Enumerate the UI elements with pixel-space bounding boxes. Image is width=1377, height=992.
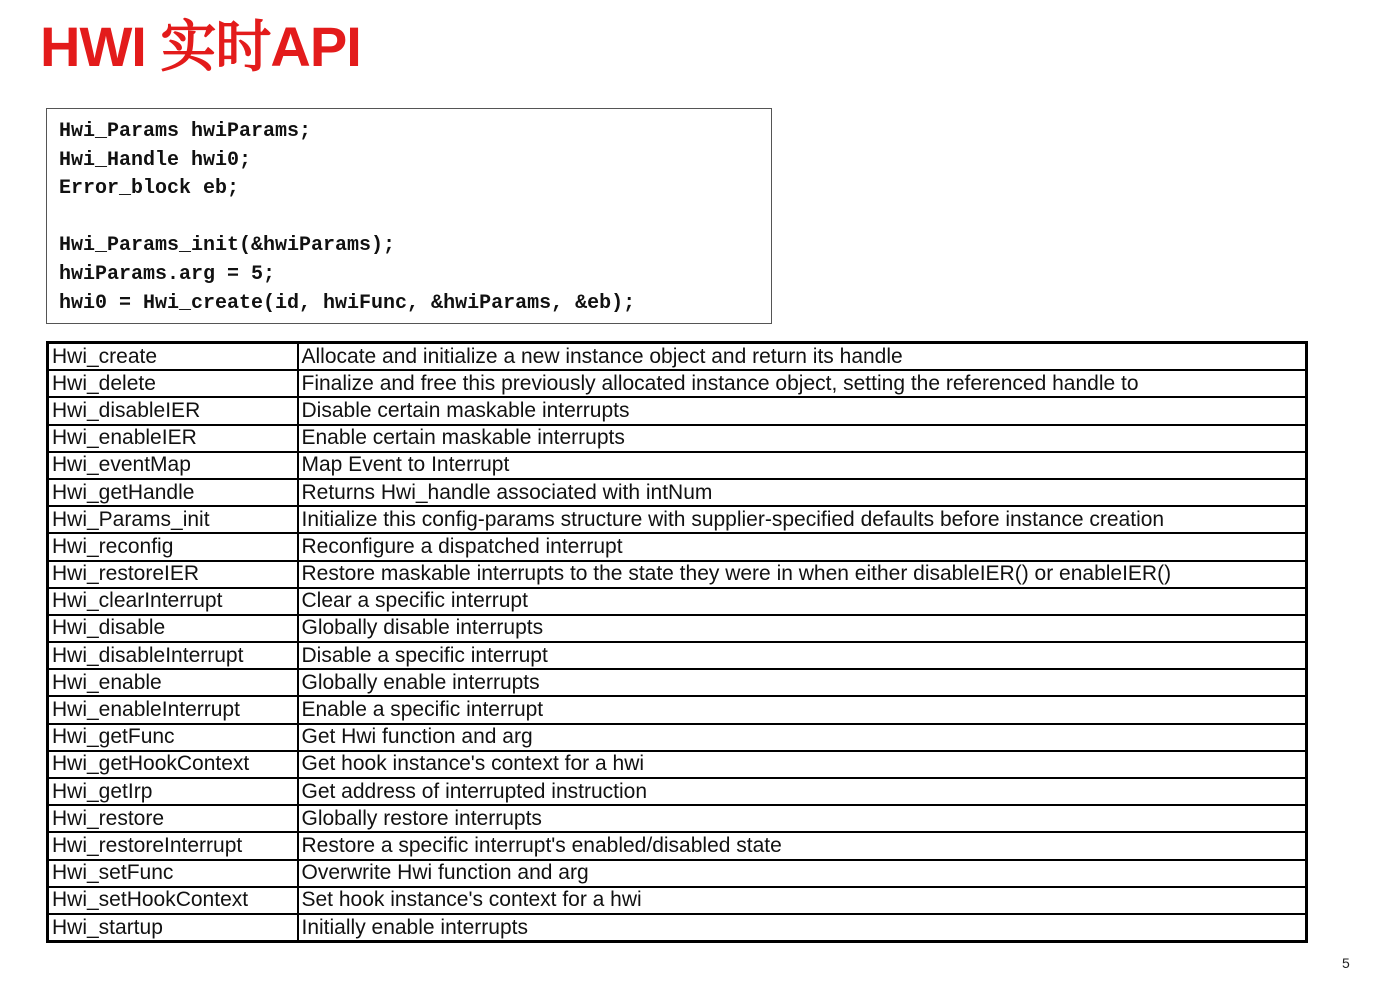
table-row (48, 506, 1307, 533)
table-row (48, 778, 1307, 805)
api-function-name: Hwi_delete (48, 370, 298, 397)
table-row (48, 479, 1307, 506)
api-function-name: Hwi_getHookContext (48, 751, 298, 778)
api-function-name: Hwi_restoreInterrupt (48, 832, 298, 859)
api-function-description: Disable certain maskable interrupts (298, 397, 1307, 424)
api-function-description: Restore maskable interrupts to the state they were in when either disableIER() or enableIER() (298, 561, 1307, 588)
code-line: Hwi_Params hwiParams; (59, 120, 312, 143)
api-function-name: Hwi_setHookContext (48, 887, 298, 914)
api-function-description: Initially enable interrupts (298, 914, 1307, 942)
slide-title: HWI 实时API (40, 15, 361, 78)
table-row (48, 370, 1307, 397)
api-function-description: Allocate and initialize a new instance object and return its handle (298, 343, 1307, 371)
api-function-name: Hwi_getFunc (48, 724, 298, 751)
api-function-name: Hwi_Params_init (48, 506, 298, 533)
table-row (48, 561, 1307, 588)
api-function-description: Initialize this config-params structure with supplier-specified defaults before instance creation (298, 506, 1307, 533)
api-function-table (46, 341, 1308, 943)
api-function-description: Returns Hwi_handle associated with intNum (298, 479, 1307, 506)
api-function-description: Enable certain maskable interrupts (298, 425, 1307, 452)
table-row (48, 533, 1307, 560)
table-row (48, 914, 1307, 942)
api-function-description: Enable a specific interrupt (298, 696, 1307, 723)
table-row (48, 724, 1307, 751)
table-row (48, 887, 1307, 914)
api-function-description: Overwrite Hwi function and arg (298, 860, 1307, 887)
api-function-description: Globally disable interrupts (298, 615, 1307, 642)
api-function-name: Hwi_getHandle (48, 479, 298, 506)
code-line: Error_block eb; (59, 177, 240, 201)
api-function-description: Get hook instance's context for a hwi (298, 751, 1307, 778)
table-row (48, 751, 1307, 778)
table-row (48, 397, 1307, 424)
table-row (48, 588, 1307, 615)
table-row (48, 805, 1307, 832)
api-function-name: Hwi_restore (48, 805, 298, 832)
page-number: 5 (1342, 955, 1350, 971)
api-function-name: Hwi_create (48, 343, 298, 371)
api-function-name: Hwi_setFunc (48, 860, 298, 887)
api-function-description: Globally enable interrupts (298, 669, 1307, 696)
code-line: hwiParams.arg = 5; (59, 262, 276, 286)
api-function-description: Disable a specific interrupt (298, 642, 1307, 669)
api-function-description: Globally restore interrupts (298, 805, 1307, 832)
table-row (48, 832, 1307, 859)
table-row (48, 615, 1307, 642)
table-row (48, 642, 1307, 669)
api-function-name: Hwi_disable (48, 615, 298, 642)
api-function-description: Get address of interrupted instruction (298, 778, 1307, 805)
api-function-name: Hwi_startup (48, 914, 298, 942)
table-row (48, 696, 1307, 723)
api-function-name: Hwi_clearInterrupt (48, 588, 298, 615)
api-function-description: Finalize and free this previously allocated instance object, setting the referenced handle to (298, 370, 1307, 397)
api-function-name: Hwi_disableIER (48, 397, 298, 424)
table-row (48, 452, 1307, 479)
api-function-name: Hwi_getIrp (48, 778, 298, 805)
api-function-description: Get Hwi function and arg (298, 724, 1307, 751)
api-function-name: Hwi_restoreIER (48, 561, 298, 588)
api-table-body (48, 343, 1307, 942)
api-function-description: Reconfigure a dispatched interrupt (298, 533, 1307, 560)
code-line: Hwi_Handle hwi0; (59, 148, 252, 172)
api-function-name: Hwi_enableIER (48, 425, 298, 452)
table-row (48, 669, 1307, 696)
code-line: hwi0 = Hwi_create(id, hwiFunc, &hwiParams, &eb); (59, 291, 636, 315)
api-function-description: Set hook instance's context for a hwi (298, 887, 1307, 914)
api-function-description: Clear a specific interrupt (298, 588, 1307, 615)
table-row (48, 425, 1307, 452)
code-snippet-box (46, 108, 772, 324)
api-function-name: Hwi_eventMap (48, 452, 298, 479)
table-row (48, 860, 1307, 887)
code-line: Hwi_Params_init(&hwiParams); (59, 234, 396, 258)
api-function-description: Restore a specific interrupt's enabled/disabled state (298, 832, 1307, 859)
api-function-description: Map Event to Interrupt (298, 452, 1307, 479)
table-row (48, 343, 1307, 371)
api-function-name: Hwi_enableInterrupt (48, 696, 298, 723)
api-function-name: Hwi_enable (48, 669, 298, 696)
api-function-name: Hwi_reconfig (48, 533, 298, 560)
api-function-name: Hwi_disableInterrupt (48, 642, 298, 669)
code-line (59, 204, 771, 233)
